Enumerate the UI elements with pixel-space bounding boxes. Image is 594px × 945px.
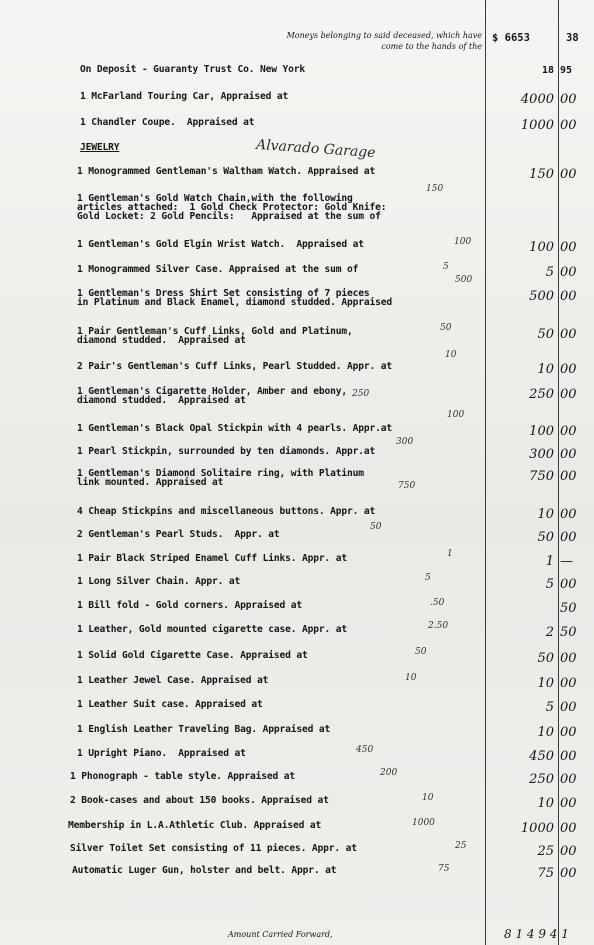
item-description: 1 Pearl Stickpin, surrounded by ten diamonds. Appr.at (77, 446, 376, 457)
amount-dollars: 50 (537, 651, 554, 666)
item-description: 2 Gentleman's Pearl Studs. Appr. at (77, 529, 280, 540)
handwritten-appraisal-note: 10 (422, 793, 434, 803)
amount-dollars: 5 (545, 700, 554, 715)
amount-dollars: 450 (529, 749, 554, 764)
handwritten-appraisal-note: 1 (447, 549, 453, 559)
cents-column-rule (558, 0, 559, 945)
item-description: 1 Gentleman's Gold Watch Chain,with the following articles attached: 1 Gold Check Protector: Gold Knife: Gold Locket: 2 Gold Pencils: Appraised at the sum of (77, 193, 387, 222)
amount-dollars: 750 (529, 469, 554, 484)
item-description: 2 Pair's Gentleman's Cuff Links, Pearl Studded. Appr. at (77, 361, 393, 372)
item-description: 1 Phonograph - table style. Appraised at (70, 771, 296, 782)
item-description: 1 McFarland Touring Car, Appraised at (80, 91, 289, 102)
amount-cents: — (560, 554, 573, 569)
amount-cents: 00 (560, 469, 577, 484)
header-line-1: Moneys belonging to said deceased, which have (286, 31, 482, 40)
handwritten-appraisal-note: 75 (438, 864, 450, 874)
dollar-column-rule (485, 0, 486, 945)
handwritten-appraisal-note: 5 (425, 573, 431, 583)
amount-cents: 50 (560, 601, 577, 616)
amount-cents: 00 (560, 92, 577, 107)
amount-cents: 00 (560, 577, 577, 592)
amount-cents: 00 (560, 265, 577, 280)
amount-dollars: 250 (529, 387, 554, 402)
amount-cents: 00 (560, 167, 577, 182)
handwritten-appraisal-note: 50 (370, 522, 382, 532)
jewelry-heading: JEWELRY (80, 142, 120, 153)
handwritten-appraisal-note: .50 (430, 598, 445, 608)
amount-cents: 00 (560, 796, 577, 811)
item-description: 1 Gentleman's Gold Elgin Wrist Watch. Appraised at (77, 239, 364, 250)
amount-cents: 00 (560, 362, 577, 377)
item-description: 1 Solid Gold Cigarette Case. Appraised at (77, 650, 308, 661)
amount-cents: 00 (560, 327, 577, 342)
amount-dollars: 75 (537, 866, 554, 881)
item-description: 1 Monogrammed Gentleman's Waltham Watch. Appraised at (77, 166, 376, 177)
amount-dollars: 50 (537, 530, 554, 545)
item-description: 1 Gentleman's Diamond Solitaire ring, with Platinum link mounted. Appraised at (77, 468, 364, 488)
handwritten-appraisal-note: 450 (356, 745, 374, 755)
amount-cents: 00 (560, 821, 577, 836)
handwritten-garage-note: Alvarado Garage (255, 136, 376, 162)
amount-dollars: 5 (545, 577, 554, 592)
amount-dollars: 150 (529, 167, 554, 182)
amount-cents: 00 (560, 289, 577, 304)
item-description: 1 Leather Suit case. Appraised at (77, 699, 263, 710)
amount-dollars: 5 (545, 265, 554, 280)
item-description: 1 Bill fold - Gold corners. Appraised at (77, 600, 303, 611)
handwritten-appraisal-note: 1000 (412, 818, 435, 828)
amount-cents: 00 (560, 387, 577, 402)
amount-dollars: 1000 (520, 821, 554, 836)
amount-cents: 00 (560, 676, 577, 691)
page-header (232, 30, 482, 52)
item-description: 1 English Leather Traveling Bag. Appraised at (77, 724, 331, 735)
handwritten-appraisal-note: 2.50 (428, 621, 449, 631)
amount-cents: 00 (560, 651, 577, 666)
item-description: 1 Long Silver Chain. Appr. at (77, 576, 241, 587)
amount-cents: 00 (560, 700, 577, 715)
handwritten-appraisal-note: 150 (426, 184, 444, 194)
amount-dollars: 100 (529, 240, 554, 255)
item-description: Membership in L.A.Athletic Club. Appraised at (68, 820, 322, 831)
amount-dollars: 1000 (520, 118, 554, 133)
amount-carried-forward-label: Amount Carried Forward, (228, 930, 333, 939)
amount-cents: 00 (560, 118, 577, 133)
amount-dollars: 10 (537, 507, 554, 522)
item-description: 1 Pair Black Striped Enamel Cuff Links. Appr. at (77, 553, 348, 564)
amount-dollars: 50 (537, 327, 554, 342)
item-description: 1 Upright Piano. Appraised at (77, 748, 246, 759)
amount-dollars: 1 (545, 554, 554, 569)
amount-cents: 00 (560, 530, 577, 545)
item-description: 4 Cheap Stickpins and miscellaneous buttons. Appr. at (77, 506, 376, 517)
amount-dollars: 500 (529, 289, 554, 304)
amount-dollars: 10 (537, 676, 554, 691)
amount-cents: 95 (560, 65, 573, 76)
amount-cents: 00 (560, 749, 577, 764)
amount-dollars: 4000 (520, 92, 554, 107)
item-description: 2 Book-cases and about 150 books. Appraised at (70, 795, 329, 806)
item-description: Silver Toilet Set consisting of 11 pieces. Appr. at (70, 843, 357, 854)
handwritten-appraisal-note: 25 (455, 841, 467, 851)
amount-cents: 50 (560, 625, 577, 640)
amount-cents: 00 (560, 772, 577, 787)
amount-dollars: 10 (537, 725, 554, 740)
handwritten-appraisal-note: 750 (398, 481, 416, 491)
item-description: 1 Chandler Coupe. Appraised at (80, 117, 255, 128)
handwritten-appraisal-note: 200 (380, 768, 398, 778)
handwritten-appraisal-note: 100 (447, 410, 465, 420)
amount-dollars: 25 (537, 844, 554, 859)
handwritten-appraisal-note: 5 (443, 262, 449, 272)
amount-dollars: 250 (529, 772, 554, 787)
item-description: 1 Monogrammed Silver Case. Appraised at the sum of (77, 264, 359, 275)
handwritten-appraisal-note: 10 (405, 673, 417, 683)
handwritten-appraisal-note: 300 (396, 437, 414, 447)
item-description: 1 Gentleman's Dress Shirt Set consisting of 7 pieces in Platinum and Black Enamel, diamond studded. Appraised (77, 288, 393, 308)
amount-dollars: 100 (529, 424, 554, 439)
item-description: On Deposit - Guaranty Trust Co. New York (80, 64, 306, 75)
header-line-2: come to the hands of the (381, 42, 482, 51)
item-description: 1 Gentleman's Black Opal Stickpin with 4 pearls. Appr.at (77, 423, 393, 434)
handwritten-appraisal-note: 250 (352, 389, 370, 399)
amount-cents: 00 (560, 844, 577, 859)
handwritten-appraisal-note: 50 (440, 323, 452, 333)
amount-carried-forward-total: 8 1 4 9 4 1 (504, 927, 569, 941)
header-amount: $ 6653 (492, 32, 530, 44)
handwritten-appraisal-note: 10 (445, 350, 457, 360)
handwritten-appraisal-note: 50 (415, 647, 427, 657)
amount-dollars: 2 (545, 625, 554, 640)
header-cents: 38 (566, 32, 579, 44)
amount-cents: 00 (560, 424, 577, 439)
amount-cents: 00 (560, 507, 577, 522)
amount-dollars: 18 (541, 65, 554, 76)
amount-dollars: 10 (537, 796, 554, 811)
item-description: Automatic Luger Gun, holster and belt. Appr. at (72, 865, 337, 876)
item-description: 1 Pair Gentleman's Cuff Links, Gold and Platinum, diamond studded. Appraised at (77, 326, 353, 346)
item-description: 1 Leather Jewel Case. Appraised at (77, 675, 269, 686)
amount-cents: 00 (560, 447, 577, 462)
amount-dollars: 10 (537, 362, 554, 377)
item-description: 1 Leather, Gold mounted cigarette case. Appr. at (77, 624, 348, 635)
handwritten-appraisal-note: 100 (454, 237, 472, 247)
amount-cents: 00 (560, 240, 577, 255)
amount-cents: 00 (560, 866, 577, 881)
amount-dollars: 300 (529, 447, 554, 462)
amount-cents: 00 (560, 725, 577, 740)
item-description: 1 Gentleman's Cigarette Holder, Amber and ebony, diamond studded. Appraised at (77, 386, 348, 406)
handwritten-appraisal-note: 500 (455, 275, 473, 285)
